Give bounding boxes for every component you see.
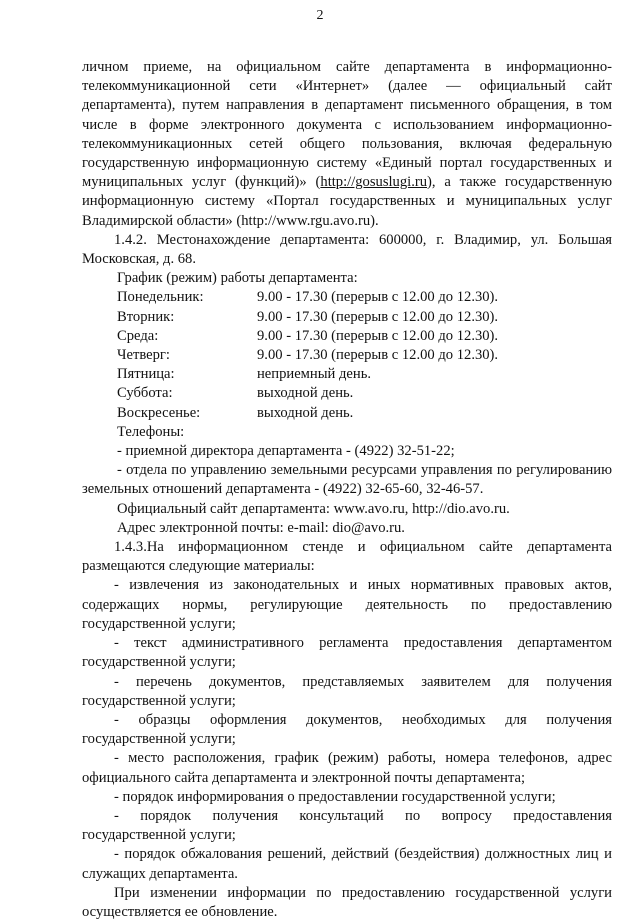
schedule-row (82, 327, 612, 346)
schedule-time: неприемный день. (257, 366, 372, 383)
materials-item: - перечень документов, представляемых заявителем для получения государственной услуги; (82, 673, 612, 709)
schedule-time: выходной день. (257, 404, 354, 421)
schedule-list (82, 288, 612, 422)
schedule-row (82, 308, 612, 327)
schedule-time: 9.00 - 17.30 (перерыв с 12.00 до 12.30). (257, 289, 499, 306)
schedule-time: 9.00 - 17.30 (перерыв с 12.00 до 12.30). (257, 308, 499, 325)
schedule-day: Пятница: (117, 366, 175, 383)
schedule-row (82, 365, 612, 384)
materials-item: - порядок обжалования решений, действий (бездействия) должностных лиц и служащих департамента. (82, 846, 612, 882)
document-body (82, 58, 612, 922)
location-paragraph: 1.4.2. Местонахождение департамента: 600000, г. Владимир, ул. Большая Московская, д. 68. (82, 231, 612, 268)
schedule-row (82, 346, 612, 365)
email: Адрес электронной почты: e-mail: dio@avo.ru. (117, 519, 405, 536)
closing-paragraph: При изменении информации по предоставлению государственной услуги осуществляется ее обновление. (82, 884, 612, 920)
intro-text-after-link: ), а также государственную информационную систему «Портал государственных и муниципальных услуг Владимирской области» (http://www.rgu.avo.ru). (82, 174, 613, 229)
gosuslugi-link[interactable]: http://gosuslugi.ru (320, 174, 428, 191)
schedule-row (82, 288, 612, 307)
schedule-day: Воскресенье: (117, 404, 201, 421)
intro-text-before-link: личном приеме, на официальном сайте департамента в информационно-телекоммуникационной сети «Интернет» (далее — официальный сайт департамента), путем направления в департамент письменного обращения, в том числе в форме электронного документа с использованием информационно-телекоммуникационных сетей общего пользования, включая федеральную государственную информационную систему «Единый портал государственных и муниципальных услуг (функций)» ( (82, 59, 612, 191)
page-number: 2 (316, 8, 324, 23)
schedule-row (82, 404, 612, 423)
schedule-time: выходной день. (257, 385, 354, 402)
materials-item: - извлечения из законодательных и иных нормативных правовых актов, содержащих нормы, регулирующие деятельность по предоставлению государственной услуги; (82, 577, 612, 632)
materials-item: - текст административного регламента предоставления департаментом государственной услуги; (82, 635, 612, 671)
phone-item: - приемной директора департамента - (4922) 32-51-22; (117, 443, 455, 460)
official-site: Официальный сайт департамента: www.avo.ru, http://dio.avo.ru. (117, 500, 510, 517)
materials-item: - место расположения, график (режим) работы, номера телефонов, адрес официального сайта департамента и электронной почты департамента; (82, 750, 612, 786)
schedule-day: Вторник: (117, 308, 175, 325)
intro-paragraph (82, 58, 612, 231)
section-143-intro: 1.4.3.На информационном стенде и официальном сайте департамента размещаются следующие материалы: (82, 539, 612, 575)
schedule-time: 9.00 - 17.30 (перерыв с 12.00 до 12.30). (257, 347, 499, 364)
schedule-day: Среда: (117, 327, 159, 344)
schedule-day: Четверг: (117, 347, 170, 364)
schedule-heading: График (режим) работы департамента: (117, 270, 358, 287)
schedule-time: 9.00 - 17.30 (перерыв с 12.00 до 12.30). (257, 327, 499, 344)
materials-item: - образцы оформления документов, необходимых для получения государственной услуги; (82, 711, 612, 748)
phone-item: - отдела по управлению земельными ресурсами управления по регулированию земельных отношений департамента - (4922) 32-65-60, 32-46-57. (82, 462, 612, 498)
materials-item: - порядок получения консультаций по вопросу предоставления государственной услуги; (82, 807, 612, 844)
schedule-day: Понедельник: (117, 289, 204, 306)
phones-heading: Телефоны: (117, 423, 185, 440)
schedule-day: Суббота: (117, 385, 173, 402)
materials-item: - порядок информирования о предоставлении государственной услуги; (114, 788, 556, 805)
schedule-row (82, 384, 612, 403)
